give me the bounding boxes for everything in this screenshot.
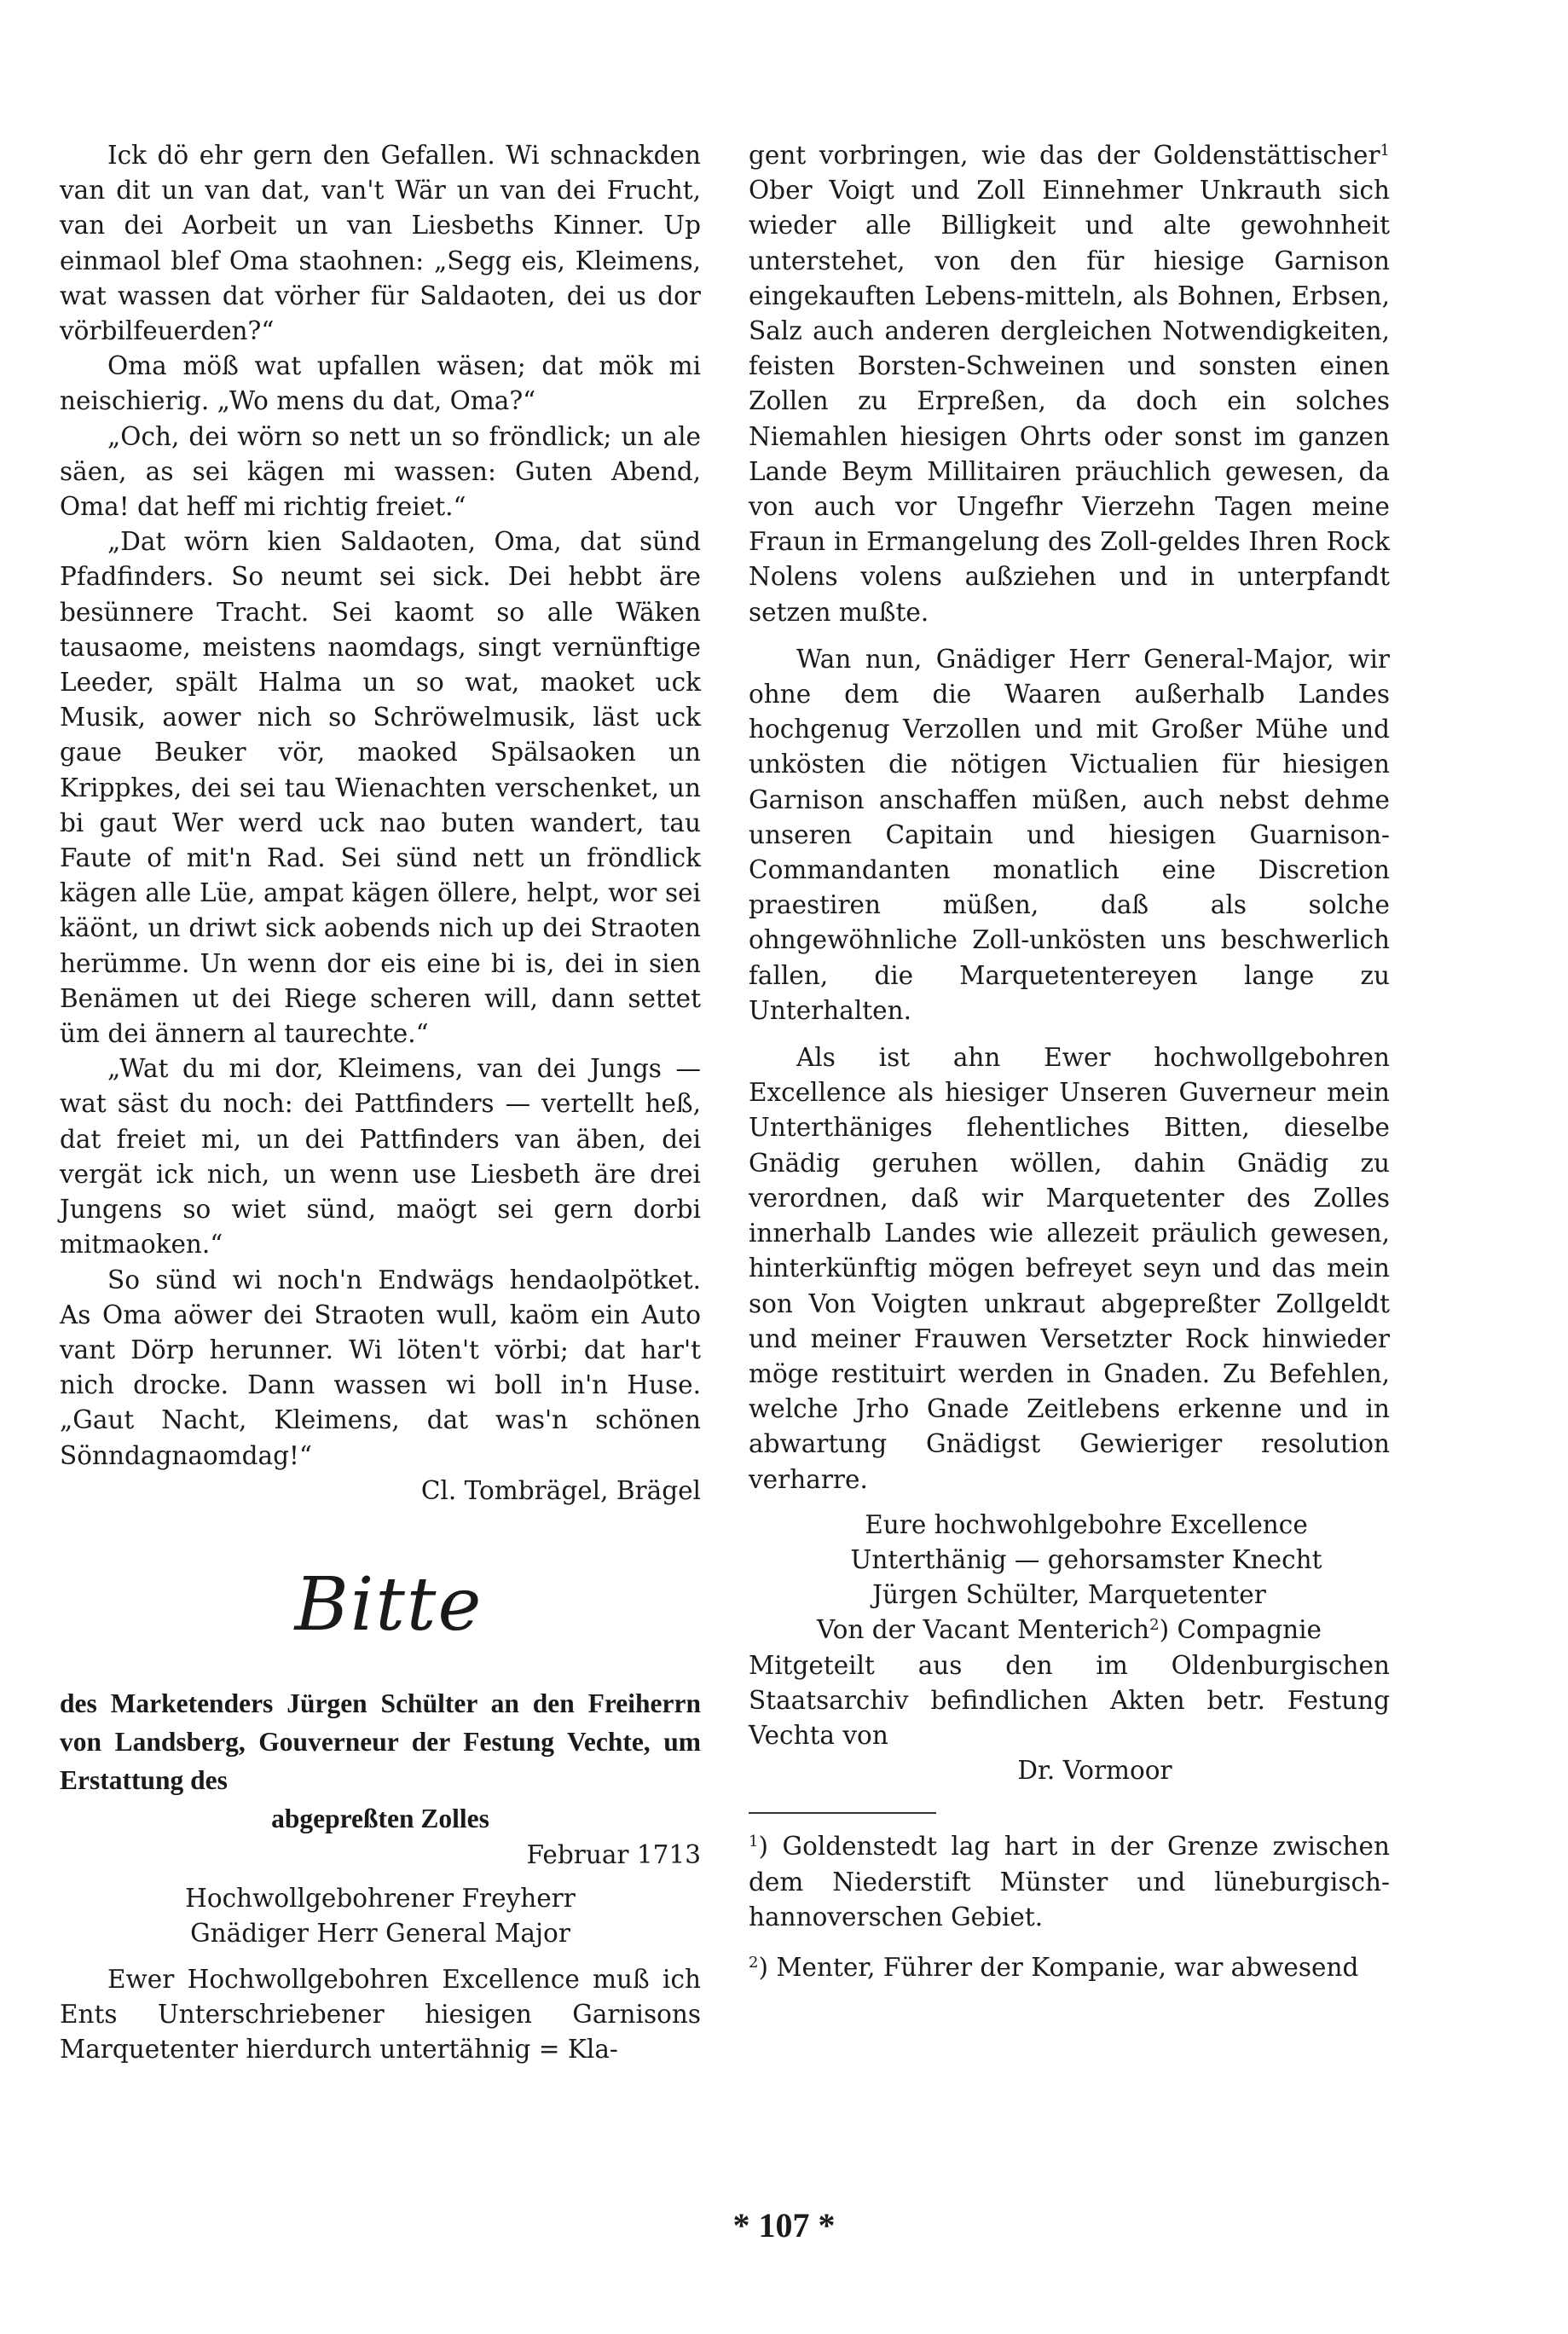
source-note: Mitgeteilt aus den im Oldenburgischen Staatsarchiv befindlichen Akten betr. Festung Vechta von — [749, 1650, 1390, 1750]
letter-closing: Unterthänig — gehorsamster Knecht — [850, 1544, 1322, 1574]
letter-signature-company: Von der Vacant Menterich$^2$) Compagnie — [816, 1615, 1322, 1645]
letter-salutation: Gnädiger Herr General Major — [190, 1919, 570, 1949]
letter-signature: Jürgen Schülter, Marquetenter — [872, 1580, 1266, 1610]
story-author-signature: Cl. Tombrägel, Brägel — [420, 1475, 701, 1505]
paragraph: „Dat wörn kien Saldaoten, Oma, dat sünd Pfadfinders. So neumt sei sick. Dei hebbt äre besünnere Tracht. Sei kaomt so alle Wäken tausaome, meistens naomdags, singt vernünftige Leeder, spält Halma un so wat, maoket uck Musik, aower nich so Schröwelmusik, läst uck gaue Beuker vör, maoked Spälsaoken un Krippkes, dei sei tau Wienachten verschenket, un bi gaut Wer werd uck nao buten wandert, tau Faute of mit'n Rad. Sei sünd nett un fröndlick kägen alle Lüe, ampat kägen öllere, helpt, wor sei käönt, un driwt sick aobends nich up dei Straoten herümme. Un wenn dor eis eine bi is, dei in sien Benämen ut dei Riege scheren will, dann settet üm dei ännern al taurechte.“ — [60, 527, 701, 1049]
paragraph: Ick dö ehr gern den Gefallen. Wi schnackden van dit un van dat, van't Wär un van dei Frucht, van dei Aorbeit un van Liesbeths Kinner. Up einmaol blef Oma staohnen: „Segg eis, Kleimens, wat wassen dat vörher für Saldaoten, dei us dor vörbilfeuerden?“ — [60, 141, 701, 346]
paragraph: Als ist ahn Ewer hochwollgebohren Excellence als hiesiger Unseren Guverneur mein Unterthäniges flehentliches Bitten, dieselbe Gnädig geruhen wöllen, dahin Gnädig zu verordnen, daß wir Marquetenter des Zolles innerhalb Landes wie allezeit präulich gewesen, hinterkünftig mögen befreyet seyn und das mein son Von Voigten unkraut abgepreßter Zollgeldt und meiner Frauwen Versetzter Rock hinwieder möge restituirt werden in Gnaden. Zu Befehlen, welche Jrho Gnade Zeitlebens erkenne und in abwartung Gnädigst Gewieriger resolution verharre. — [749, 1043, 1390, 1494]
letter-salutation: Hochwollgebohrener Freyherr — [185, 1884, 576, 1914]
paragraph: So sünd wi noch'n Endwägs hendaolpötket. As Oma aöwer dei Straoten wull, kaöm ein Auto vant Dörp herunner. Wi löten't vörbi; dat har't nich drocke. Dann wassen wi boll in'n Huse. „Gaut Nacht, Kleimens, dat was'n schönen Sönndagnaomdag!“ — [60, 1265, 701, 1470]
article-title: Bitte — [294, 1561, 483, 1648]
right-column — [749, 138, 1390, 1985]
paragraph: „Och, dei wörn so nett un so fröndlick; un ale säen, as sei kägen mi wassen: Guten Abend, Oma! dat heff mi richtig freiet.“ — [60, 421, 701, 522]
paragraph: Ewer Hochwollgebohren Excellence muß ich Ents Unterschriebener hiesigen Garnisons Marquetenter hierdurch untertähnig = Kla- — [60, 1964, 701, 2064]
letter-date: Februar 1713 — [526, 1839, 701, 1869]
footnote-reference: 2 — [1149, 1616, 1160, 1635]
footnote-divider — [749, 1812, 936, 1814]
footnote: $^2$) Menter, Führer der Kompanie, war abwesend — [749, 1952, 1359, 1982]
article-subtitle: des Marketenders Jürgen Schülter an den Freiherrn von Landsberg, Gouverneur der Festung Vechte, um Erstattung des — [60, 1688, 701, 1795]
left-column — [60, 138, 701, 2067]
letter-closing: Eure hochwohlgebohre Excellence — [865, 1509, 1308, 1539]
page-number: * 107 * — [732, 2206, 836, 2244]
article-subtitle-last-line: abgepreßten Zolles — [271, 1803, 489, 1833]
footnote: $^1$) Goldenstedt lag hart in der Grenze zwischen dem Niederstift Münster und lüneburgisch-hannoverschen Gebiet. — [749, 1832, 1390, 1931]
paragraph: „Wat du mi dor, Kleimens, van dei Jungs — wat säst du noch: dei Pattfinders — vertellt heß, dat freiet mi, un dei Pattfinders van äben, dei vergät ick nich, un wenn use Liesbeth äre drei Jungens so wiet sünd, maögt sei gern dorbi mitmaoken.“ — [60, 1054, 701, 1260]
footnote-reference: 1 — [1380, 142, 1390, 159]
paragraph: Wan nun, Gnädiger Herr General-Major, wir ohne dem die Waaren außerhalb Landes hochgenug Verzollen und mit Großer Mühe und unkösten die nötigen Victualien für hiesigen Garnison anschaffen müßen, auch nebst dehme unseren Capitain und hiesigen Guarnison-Commandanten monatlich eine Discretion praestiren müßen, daß als solche ohngewöhnliche Zoll-unkösten uns beschwerlich fallen, die Marquetentereyen lange zu Unterhalten. — [749, 644, 1390, 1025]
paragraph: gent vorbringen, wie das der Goldenstättischer$^1$ Ober Voigt und Zoll Einnehmer Unkrauth sich wieder alle Billigkeit und alte gewohnheit unterstehet, von den für hiesige Garnison eingekauften Lebens-mitteln, als Bohnen, Erbsen, Salz auch anderen dergleichen Notwendigkeiten, feisten Borsten-Schweinen und sonsten einen Zollen zu Erpreßen, da doch ein solches Niemahlen hiesigen Ohrts oder sonst im ganzen Lande Beym Millitairen präuchlich gewesen, da von auch vor Ungefhr Vierzehn Tagen meine Fraun in Ermangelung des Zoll-geldes Ihren Rock Nolens volens außziehen und in unterpfandt setzen mußte. — [749, 141, 1390, 627]
source-author: Dr. Vormoor — [1017, 1756, 1172, 1786]
paragraph: Oma möß wat upfallen wäsen; dat mök mi neischierig. „Wo mens du dat, Oma?“ — [60, 351, 701, 416]
